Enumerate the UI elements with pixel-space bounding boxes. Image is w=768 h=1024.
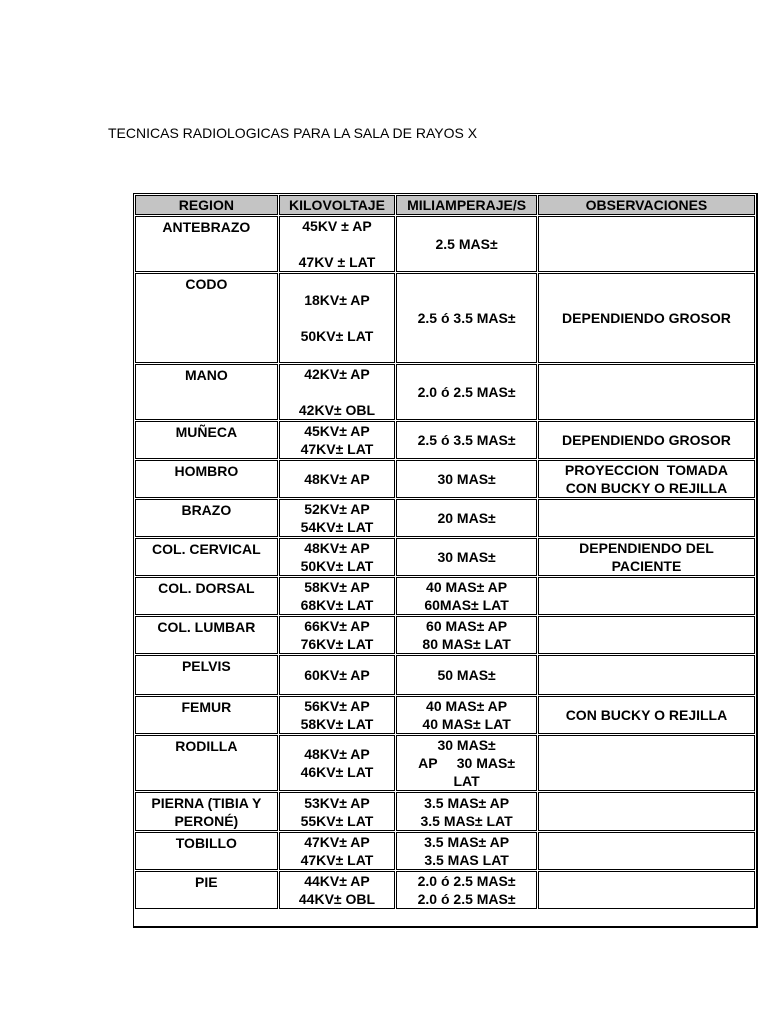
region-cell (135, 735, 278, 791)
table-header-row (135, 195, 755, 215)
header-region: REGION (135, 195, 278, 215)
ma-text: AP 30 MAS± (418, 755, 516, 771)
ma-text: 2.5 MAS± (435, 236, 498, 252)
obs-cell (538, 696, 755, 734)
region-cell (135, 364, 278, 420)
region-cell (135, 655, 278, 695)
region-text: FEMUR (181, 699, 232, 715)
kv-text: 55KV± LAT (300, 812, 374, 829)
ma-text: 30 MAS± (437, 471, 496, 487)
kv-text: 56KV± AP (304, 698, 370, 714)
region-text: RODILLA (175, 738, 238, 754)
document-title: TECNICAS RADIOLOGICAS PARA LA SALA DE RAYOS X (108, 125, 478, 141)
obs-cell (538, 832, 755, 870)
ma-text: 3.5 MAS± LAT (420, 812, 513, 829)
ma-text: 60 MAS± AP (426, 618, 508, 634)
region-text: PERONÉ) (174, 813, 239, 829)
obs-cell (538, 871, 755, 909)
ma-text: LAT (453, 773, 480, 789)
kv-cell (279, 616, 396, 654)
ma-text: 30 MAS± (437, 737, 496, 753)
obs-cell (538, 216, 755, 272)
kv-cell (279, 273, 396, 363)
obs-cell (538, 421, 755, 459)
ma-cell (396, 460, 537, 498)
kv-text: 45KV ± AP (302, 218, 372, 234)
obs-cell (538, 735, 755, 791)
kv-text: 44KV± AP (304, 873, 370, 889)
table-row (135, 832, 755, 870)
kv-text: 50KV± LAT (300, 328, 374, 344)
kv-cell (279, 871, 396, 909)
kv-text: 76KV± LAT (300, 636, 374, 652)
ma-text: 40 MAS± AP (426, 698, 508, 714)
region-cell (135, 499, 278, 537)
ma-cell (396, 735, 537, 791)
region-cell (135, 832, 278, 870)
kv-text: 47KV± AP (304, 834, 370, 850)
kv-text: 47KV± LAT (300, 852, 374, 868)
kv-cell (279, 577, 396, 615)
region-text: PELVIS (181, 658, 231, 674)
obs-text: PACIENTE (611, 558, 682, 574)
obs-cell (538, 577, 755, 615)
kv-cell (279, 421, 396, 459)
table-row (135, 460, 755, 498)
ma-text: 30 MAS± (437, 549, 496, 565)
ma-text: 50 MAS± (437, 667, 496, 683)
region-text: PIE (195, 874, 218, 890)
region-cell (135, 460, 278, 498)
region-cell (135, 216, 278, 272)
header-observaciones: OBSERVACIONES (538, 195, 755, 215)
ma-text: 40 MAS± LAT (422, 716, 511, 732)
table-row (135, 696, 755, 734)
kv-cell (279, 460, 396, 498)
region-cell (135, 871, 278, 909)
ma-cell (396, 421, 537, 459)
table-row (135, 655, 755, 695)
ma-text: 80 MAS± LAT (422, 636, 511, 652)
kv-text: 68KV± LAT (300, 597, 374, 613)
obs-cell (538, 538, 755, 576)
ma-cell (396, 538, 537, 576)
obs-text: DEPENDIENDO GROSOR (562, 432, 731, 448)
region-cell (135, 421, 278, 459)
ma-cell (396, 655, 537, 695)
table-row (135, 538, 755, 576)
kv-text: 46KV± LAT (300, 764, 374, 780)
kv-text: 48KV± AP (304, 746, 370, 762)
header-kilovoltaje: KILOVOLTAJE (279, 195, 396, 215)
ma-text: 20 MAS± (437, 510, 496, 526)
region-cell (135, 538, 278, 576)
kv-cell (279, 538, 396, 576)
kv-text: 66KV± AP (304, 618, 370, 634)
region-text: TOBILLO (175, 835, 237, 851)
obs-cell (538, 616, 755, 654)
kv-cell (279, 216, 396, 272)
header-miliamperaje: MILIAMPERAJE/S (396, 195, 537, 215)
kv-text: 53KV± AP (304, 794, 370, 811)
ma-text: 3.5 MAS± AP (424, 794, 510, 811)
ma-cell (396, 696, 537, 734)
kv-text: 52KV± AP (304, 501, 370, 517)
table-row (135, 792, 755, 831)
table-row (135, 421, 755, 459)
kv-text: 44KV± OBL (298, 891, 376, 907)
ma-cell (396, 364, 537, 420)
obs-text: DEPENDIENDO GROSOR (562, 310, 731, 326)
region-text: COL. LUMBAR (157, 619, 256, 635)
region-text: CODO (185, 276, 228, 292)
obs-cell (538, 273, 755, 363)
ma-cell (396, 273, 537, 363)
kv-cell (279, 499, 396, 537)
region-text: ANTEBRAZO (162, 219, 251, 235)
table-row (135, 499, 755, 537)
kv-text: 48KV± AP (304, 540, 370, 556)
obs-cell (538, 364, 755, 420)
kv-cell (279, 364, 396, 420)
ma-text: 40 MAS± AP (426, 579, 508, 595)
kv-text: 48KV± AP (304, 471, 370, 487)
techniques-table-frame (133, 193, 758, 928)
table-row (135, 577, 755, 615)
kv-cell (279, 792, 396, 831)
kv-cell (279, 696, 396, 734)
kv-text: 58KV± AP (304, 579, 370, 595)
kv-cell (279, 832, 396, 870)
ma-cell (396, 216, 537, 272)
kv-text: 50KV± LAT (300, 558, 374, 574)
ma-text: 2.0 ó 2.5 MAS± (417, 384, 516, 400)
kv-text: 47KV ± LAT (298, 254, 376, 270)
kv-text: 42KV± AP (304, 366, 370, 382)
kv-text: 42KV± OBL (298, 402, 376, 418)
region-text: PIERNA (TIBIA Y (151, 795, 262, 811)
ma-text: 3.5 MAS± AP (424, 834, 510, 850)
table-row (135, 364, 755, 420)
ma-text: 60MAS± LAT (424, 597, 509, 613)
table-row (135, 871, 755, 909)
region-text: COL. DORSAL (158, 580, 255, 596)
kv-text: 45KV± AP (304, 423, 370, 439)
ma-cell (396, 871, 537, 909)
region-text: MUÑECA (175, 424, 238, 440)
kv-text: 47KV± LAT (300, 441, 374, 457)
table-row (135, 273, 755, 363)
ma-cell (396, 616, 537, 654)
kv-text: 58KV± LAT (300, 716, 374, 732)
obs-cell (538, 499, 755, 537)
table-row (135, 616, 755, 654)
region-cell (135, 792, 278, 831)
kv-text: 18KV± AP (304, 292, 370, 308)
kv-cell (279, 735, 396, 791)
ma-text: 3.5 MAS LAT (424, 852, 509, 868)
region-text: MANO (184, 367, 228, 383)
region-cell (135, 696, 278, 734)
table-row (135, 216, 755, 272)
ma-text: 2.0 ó 2.5 MAS± (417, 891, 516, 907)
obs-cell (538, 460, 755, 498)
ma-cell (396, 792, 537, 831)
region-cell (135, 273, 278, 363)
region-text: BRAZO (181, 502, 232, 518)
region-cell (135, 616, 278, 654)
obs-cell (538, 792, 755, 831)
table-row (135, 735, 755, 791)
obs-text: DEPENDIENDO DEL (579, 540, 714, 556)
ma-text: 2.5 ó 3.5 MAS± (417, 310, 516, 326)
ma-text: 2.0 ó 2.5 MAS± (417, 873, 516, 889)
kv-text: 60KV± AP (304, 667, 370, 683)
ma-text: 2.5 ó 3.5 MAS± (417, 432, 516, 448)
kv-cell (279, 655, 396, 695)
ma-cell (396, 832, 537, 870)
techniques-table (134, 194, 756, 910)
obs-text: PROYECCION TOMADA (564, 462, 728, 478)
ma-cell (396, 499, 537, 537)
region-text: COL. CERVICAL (152, 541, 261, 557)
kv-text: 54KV± LAT (300, 519, 374, 535)
region-text: HOMBRO (174, 463, 239, 479)
region-cell (135, 577, 278, 615)
obs-text: CON BUCKY O REJILLA (565, 480, 728, 496)
ma-cell (396, 577, 537, 615)
obs-text: CON BUCKY O REJILLA (565, 707, 728, 723)
obs-cell (538, 655, 755, 695)
